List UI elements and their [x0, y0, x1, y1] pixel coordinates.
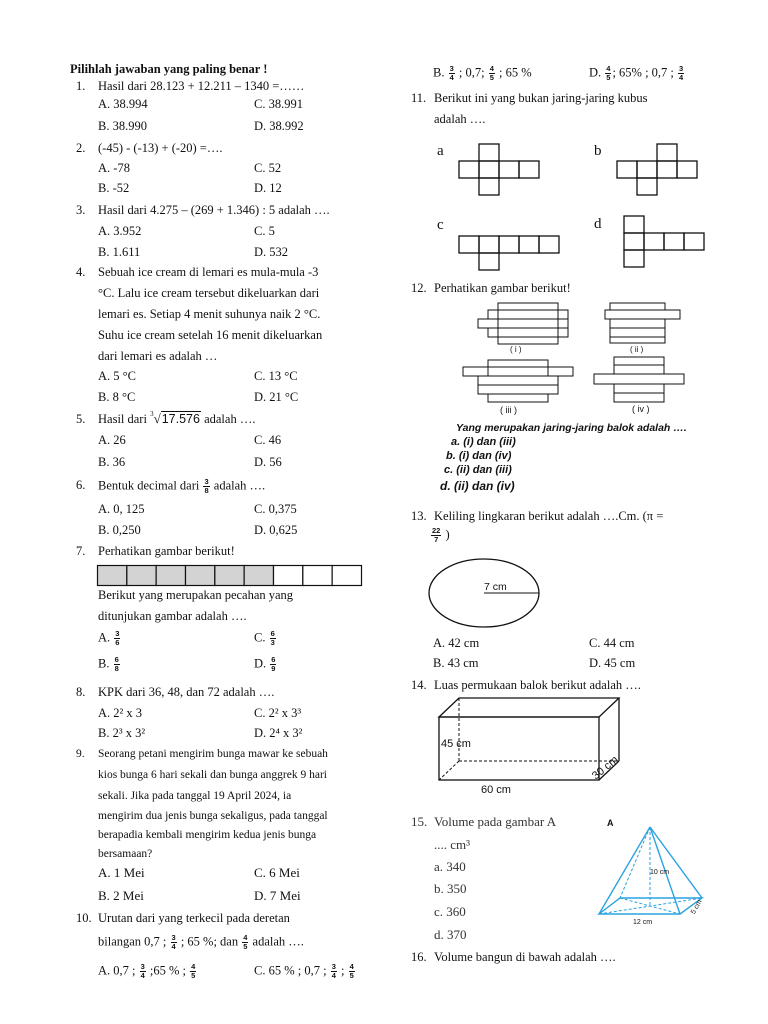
shaded-cell: [186, 566, 215, 586]
width-label: 30 cm: [590, 753, 621, 783]
length-label: 60 cm: [481, 784, 511, 796]
option-a[interactable]: A. 42 cm: [433, 636, 480, 650]
option-b[interactable]: b. 350: [434, 881, 467, 896]
question-number: 13.: [411, 509, 427, 523]
question-number: 5.: [76, 412, 86, 426]
balok-net-iii: [463, 360, 578, 404]
option-b[interactable]: B. $\frac{6}{8}$: [98, 655, 119, 673]
question-text: (-45) - (-13) + (-20) =….: [98, 141, 223, 155]
option-a[interactable]: A. 38.994: [98, 97, 148, 111]
question-text: Perhatikan gambar berikut!: [434, 281, 571, 295]
option-d[interactable]: d. (ii) dan (iv): [440, 479, 515, 493]
cube-net-b: [617, 144, 717, 196]
question-text-line: adalah ….: [434, 112, 486, 126]
net-label-c: c: [437, 217, 444, 233]
option-a[interactable]: A. 5 °C: [98, 369, 136, 383]
shaded-cell: [215, 566, 244, 586]
cube-net-c: [459, 236, 579, 272]
option-b[interactable]: B. 43 cm: [433, 656, 479, 670]
option-d[interactable]: D. 45 cm: [589, 656, 636, 670]
question-text-line: Keliling lingkaran berikut adalah ….Cm. (π =: [434, 509, 664, 523]
question-text-line: mengirim dua jenis bunga sekaligus, pada tanggal: [98, 810, 328, 822]
question-text-line: .... cm³: [434, 837, 471, 852]
option-a[interactable]: A. 3.952: [98, 224, 142, 238]
option-b[interactable]: B. 38.990: [98, 119, 147, 133]
option-d[interactable]: D. $\frac{6}{9}$: [254, 655, 276, 673]
option-b[interactable]: B. 1.611: [98, 245, 141, 259]
fraction-bar-figure: [97, 565, 362, 587]
question-number: 7.: [76, 544, 86, 558]
option-c[interactable]: c. (ii) dan (iii): [444, 464, 512, 476]
question-text-line: Sebuah ice cream di lemari es mula-mula -3: [98, 265, 319, 279]
option-c[interactable]: c. 360: [434, 904, 466, 919]
radius-label: 7 cm: [484, 581, 507, 593]
question-number: 9.: [76, 748, 85, 760]
net-label-a: a: [437, 143, 444, 159]
pyramid-base-label: 12 cm: [633, 919, 653, 926]
option-c[interactable]: C. 6 Mei: [254, 865, 300, 880]
empty-cell: [303, 566, 332, 586]
option-d[interactable]: D. 21 °C: [254, 390, 299, 404]
question-number: 1.: [76, 79, 86, 93]
option-a[interactable]: A. 26: [98, 433, 126, 447]
pyramid-side-label: 5 cm: [690, 898, 704, 916]
option-a[interactable]: A. -78: [98, 161, 130, 175]
net-label-b: b: [594, 143, 602, 159]
pyramid-height-label: 10 cm: [650, 869, 670, 876]
question-number: 12.: [411, 281, 427, 295]
option-d[interactable]: D. 2⁴ x 3²: [254, 726, 303, 740]
option-b[interactable]: B. 8 °C: [98, 390, 136, 404]
question-text-line: sekali. Jika pada tanggal 19 April 2024, ia: [98, 790, 292, 802]
fraction: $\frac{3}{8}$: [204, 477, 209, 495]
question-number: 4.: [76, 265, 86, 279]
option-b[interactable]: B. $\frac{3}{4}$ ; 0,7; $\frac{4}{5}$ ; 65 %: [433, 64, 532, 82]
question-text-line: Urutan dari yang terkecil pada deretan: [98, 911, 290, 925]
question-text-line: $\frac{22}{7}$ ): [432, 526, 450, 544]
option-d[interactable]: D. 56: [254, 455, 282, 469]
option-d[interactable]: D. 532: [254, 245, 289, 259]
balok-net-ii: [605, 303, 685, 345]
figure-label-ii: ( ii ): [630, 345, 644, 354]
instruction-heading: Pilihlah jawaban yang paling benar !: [70, 62, 268, 76]
empty-cell: [274, 566, 303, 586]
cube-net-d: [624, 216, 724, 270]
shaded-cell: [244, 566, 273, 586]
option-d[interactable]: D. $\frac{4}{5}$ ; 65% ; 0,7 ; $\frac{3}{4}$: [589, 64, 684, 82]
shaded-cell: [156, 566, 185, 586]
option-d[interactable]: D. 7 Mei: [254, 888, 301, 903]
option-a[interactable]: A. $\frac{3}{6}$: [98, 629, 120, 647]
option-a[interactable]: A. 0, 125: [98, 502, 145, 516]
shaded-cell: [127, 566, 156, 586]
option-a[interactable]: A. 1 Mei: [98, 865, 145, 880]
option-c[interactable]: C. 38.991: [254, 97, 303, 111]
question-text: Bentuk decimal dari $\frac{3}{8}$ adalah ….: [98, 477, 266, 495]
question-text-line: berapadia kembali mengirim kedua jenis bunga: [98, 829, 317, 841]
question-number: 3.: [76, 203, 86, 217]
question-text-line: dari lemari es adalah …: [98, 349, 218, 363]
question-text-line: kios bunga 6 hari sekali dan bunga anggrek 9 hari: [98, 769, 327, 781]
empty-cell: [332, 566, 361, 586]
question-text: Perhatikan gambar berikut!: [98, 544, 235, 558]
option-c[interactable]: C. 2² x 3³: [254, 706, 302, 720]
question-text-line: °C. Lalu ice cream tersebut dikeluarkan dari: [98, 286, 320, 300]
figure-label-i: ( i ): [510, 345, 522, 354]
figure-label-iv: ( iv ): [632, 404, 650, 414]
question-number: 14.: [411, 678, 427, 692]
question-number: 16.: [411, 950, 427, 964]
balok-net-i: [478, 303, 578, 345]
option-a[interactable]: A. 2² x 3: [98, 706, 143, 720]
question-text: Hasil dari 4.275 – (269 + 1.346) : 5 adalah ….: [98, 203, 330, 217]
question-text-line: Suhu ice cream setelah 16 menit dikeluarkan: [98, 328, 323, 342]
question-text-line: lemari es. Setiap 4 menit suhunya naik 2 °C.: [98, 307, 321, 321]
option-a[interactable]: a. 340: [434, 859, 466, 874]
option-b[interactable]: B. 0,250: [98, 523, 141, 537]
figure-label-iii: ( iii ): [500, 405, 517, 415]
option-c[interactable]: C. 65 % ; 0,7 ; $\frac{3}{4}$ ; $\frac{4}{5}$: [254, 962, 354, 980]
option-c[interactable]: C. 52: [254, 161, 282, 175]
question-number: 10.: [76, 911, 92, 925]
option-d[interactable]: d. 370: [434, 927, 467, 942]
question-number: 2.: [76, 141, 86, 155]
question-text: KPK dari 36, 48, dan 72 adalah ….: [98, 685, 275, 699]
question-text-line: Seorang petani mengirim bunga mawar ke sebuah: [98, 748, 328, 760]
net-label-d: d: [594, 216, 602, 232]
option-b[interactable]: B. 2 Mei: [98, 888, 144, 903]
option-c[interactable]: C. 46: [254, 433, 282, 447]
option-d[interactable]: D. 12: [254, 181, 282, 195]
balok-net-iv: [594, 357, 689, 403]
question-number: 8.: [76, 685, 86, 699]
figure-label-a: A: [607, 818, 614, 828]
option-c[interactable]: C. 44 cm: [589, 636, 635, 650]
cube-root-expression: $^3$√17.576: [150, 409, 200, 426]
shaded-cell: [98, 566, 127, 586]
option-c[interactable]: C. 5: [254, 224, 275, 238]
question-text-line: Volume pada gambar A: [434, 814, 557, 829]
option-a[interactable]: a. (i) dan (iii): [451, 436, 516, 448]
question-text: Hasil dari $^3$√17.576 adalah ….: [98, 409, 256, 426]
question-number: 6.: [76, 478, 86, 492]
option-a[interactable]: A. 0,7 ; $\frac{3}{4}$ ;65 % ; $\frac{4}{5}$: [98, 962, 196, 980]
option-c[interactable]: C. 13 °C: [254, 369, 298, 383]
option-d[interactable]: D. 38.992: [254, 119, 304, 133]
q12-prompt: Yang merupakan jaring-jaring balok adalah ….: [456, 422, 687, 434]
question-number: 15.: [411, 814, 428, 829]
question-text: Luas permukaan balok berikut adalah ….: [434, 678, 641, 692]
cube-net-a: [459, 144, 559, 196]
option-b[interactable]: B. 2³ x 3²: [98, 726, 146, 740]
question-text-line: Berikut ini yang bukan jaring-jaring kubus: [434, 91, 648, 105]
question-text-line: Berikut yang merupakan pecahan yang: [98, 588, 294, 602]
option-d[interactable]: D. 0,625: [254, 523, 298, 537]
option-c[interactable]: C. 0,375: [254, 502, 297, 516]
option-b[interactable]: B. -52: [98, 181, 130, 195]
question-text-line: bersamaan?: [98, 848, 153, 860]
question-text-line: ditunjukan gambar adalah ….: [98, 609, 247, 623]
option-b[interactable]: B. 36: [98, 455, 126, 469]
question-text-line: bilangan 0,7 ; $\frac{3}{4}$ ; 65 %; dan $\frac{4}{5}$ adalah ….: [98, 933, 304, 951]
question-text: Hasil dari 28.123 + 12.211 – 1340 =……: [98, 79, 305, 93]
option-b[interactable]: b. (i) dan (iv): [446, 450, 512, 462]
option-c[interactable]: C. $\frac{6}{3}$: [254, 629, 275, 647]
height-label: 45 cm: [441, 738, 471, 750]
question-text: Volume bangun di bawah adalah ….: [434, 950, 616, 964]
question-number: 11.: [411, 91, 427, 105]
